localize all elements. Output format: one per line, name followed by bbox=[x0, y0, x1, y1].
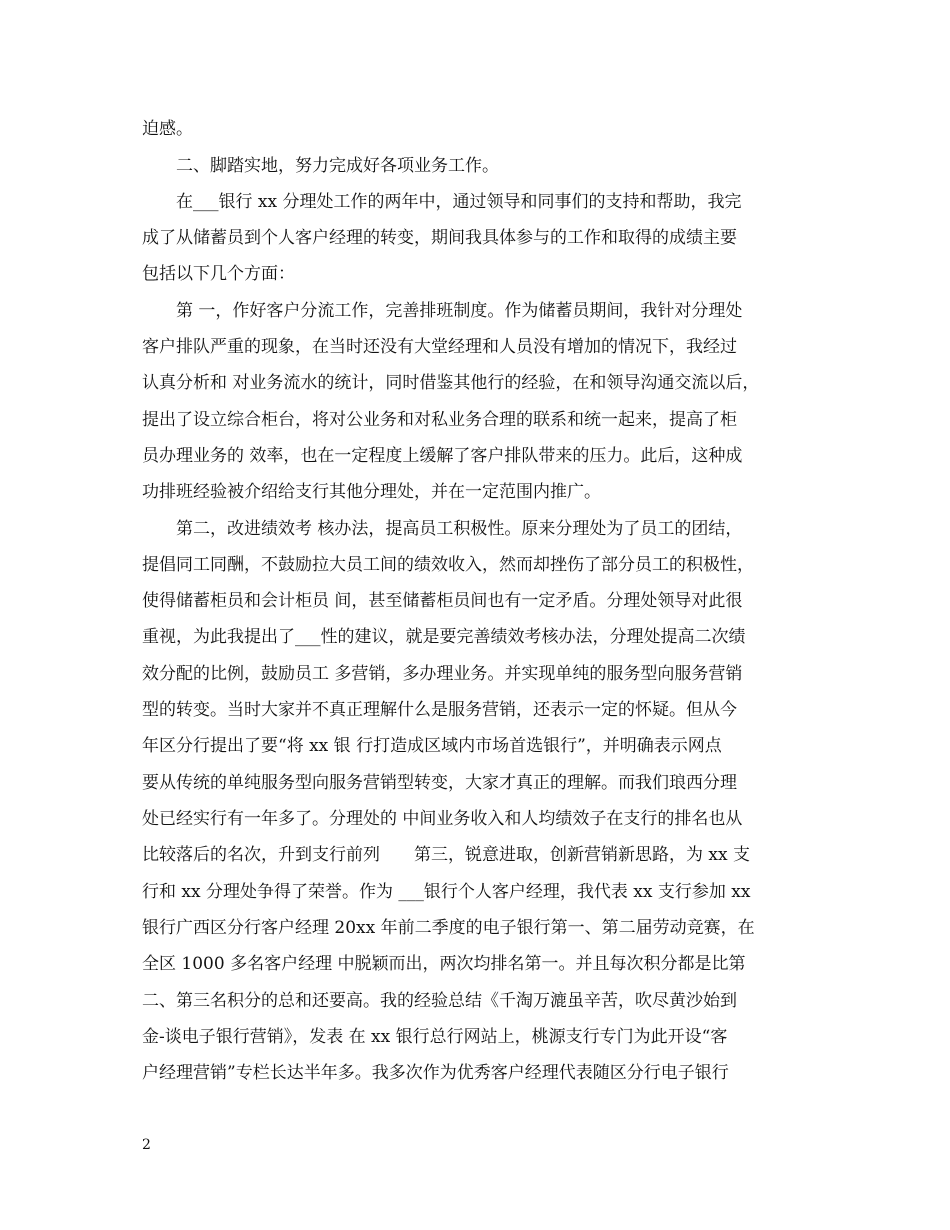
text-line: 成了从储蓄员到个人客户经理的转变，期间我具体参与的工作和取得的成绩主要 bbox=[142, 228, 737, 248]
text-line: 重视，为此我提出了___性的建议，就是要完善绩效考核办法，分理处提高二次绩 bbox=[142, 627, 746, 647]
text-line: 认真分析和 对业务流水的统计，同时借鉴其他行的经验，在和领导沟通交流以后， bbox=[142, 373, 760, 393]
section-heading: 二、脚踏实地，努力完成好各项业务工作。 bbox=[176, 156, 499, 176]
text-line: 银行广西区分行客户经理 20xx 年前二季度的电子银行第一、第二届劳动竞赛，在 bbox=[142, 918, 755, 938]
text-line: 客户排队严重的现象，在当时还没有大堂经理和人员没有增加的情况下，我经过 bbox=[142, 337, 737, 357]
text-line: 第二，改进绩效考 核办法，提高员工积极性。原来分理处为了员工的团结， bbox=[176, 519, 743, 539]
text-line: 比较落后的名次，升到支行前列 第三，锐意进取，创新营销新思路，为 xx 支 bbox=[142, 845, 750, 865]
text-line: 年区分行提出了要“将 xx 银 行打造成区域内市场首选银行”，并明确表示网点 bbox=[142, 736, 722, 756]
text-line: 提倡同工同酬，不鼓励拉大员工间的绩效收入，然而却挫伤了部分员工的积极性， bbox=[142, 555, 754, 575]
text-line: 效分配的比例，鼓励员工 多营销，多办理业务。并实现单纯的服务型向服务营销 bbox=[142, 664, 743, 684]
text-line: 在___银行 xx 分理处工作的两年中，通过领导和同事们的支持和帮助，我完 bbox=[176, 192, 742, 212]
text-line: 户经理营销”专栏长达半年多。我多次作为优秀客户经理代表随区分行电子银行 bbox=[142, 1063, 729, 1083]
text-line: 提出了设立综合柜台，将对公业务和对私业务合理的联系和统一起来，提高了柜 bbox=[142, 410, 737, 430]
text-line: 二、第三名积分的总和还要高。我的经验总结《千淘万漉虽辛苦，吹尽黄沙始到 bbox=[142, 991, 737, 1011]
text-line: 处已经实行有一年多了。分理处的 中间业务收入和人均绩效子在支行的排名也从 bbox=[142, 809, 743, 829]
text-line: 型的转变。当时大家并不真正理解什么是服务营销，还表示一定的怀疑。但从今 bbox=[142, 700, 737, 720]
text-line: 第 一，作好客户分流工作，完善排班制度。作为储蓄员期间，我针对分理处 bbox=[176, 301, 743, 321]
text-line: 要从传统的单纯服务型向服务营销型转变，大家才真正的理解。而我们琅西分理 bbox=[142, 773, 737, 793]
text-line: 使得储蓄柜员和会计柜员 间，甚至储蓄柜员间也有一定矛盾。分理处领导对此很 bbox=[142, 591, 743, 611]
page-number: 2 bbox=[142, 1137, 151, 1153]
text-line: 迫感。 bbox=[142, 119, 193, 139]
text-line: 功排班经验被介绍给支行其他分理处，并在一定范围内推广。 bbox=[142, 482, 601, 502]
text-line: 行和 xx 分理处争得了荣誉。作为 ___银行个人客户经理，我代表 xx 支行参加 xx bbox=[142, 882, 751, 902]
text-line: 全区 1000 多名客户经理 中脱颖而出，两次均排名第一。并且每次积分都是比第 bbox=[142, 954, 746, 974]
text-line: 员办理业务的 效率，也在一定程度上缓解了客户排队带来的压力。此后，这种成 bbox=[142, 446, 743, 466]
text-line: 金-谈电子银行营销》，发表 在 xx 银行总行网站上，桃源支行专门为此开设“客 bbox=[142, 1027, 728, 1047]
text-line: 包括以下几个方面： bbox=[142, 264, 295, 284]
